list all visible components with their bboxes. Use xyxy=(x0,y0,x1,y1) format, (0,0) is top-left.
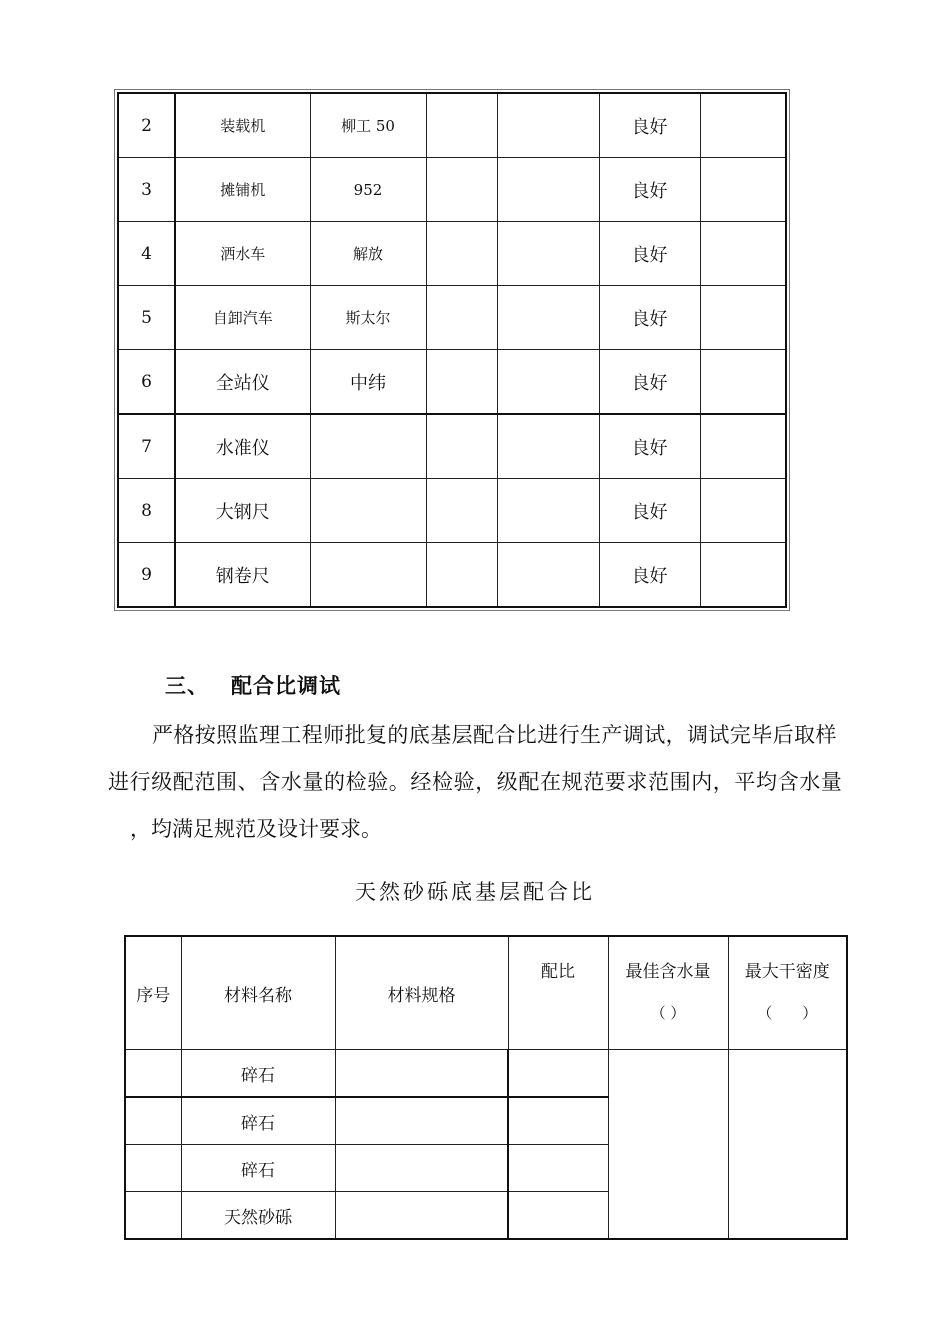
material-name: 碎石 xyxy=(181,1145,335,1192)
empty-cell xyxy=(700,350,786,415)
empty-cell xyxy=(700,286,786,350)
empty-cell xyxy=(700,158,786,222)
equipment-name: 洒水车 xyxy=(175,222,310,286)
equipment-status: 良好 xyxy=(599,222,700,286)
empty-cell xyxy=(335,1097,508,1145)
empty-cell xyxy=(497,222,599,286)
equipment-table xyxy=(117,92,787,608)
mix-ratio-table xyxy=(124,935,848,1240)
row-number: 2 xyxy=(118,93,175,158)
paragraph-line-1: 严格按照监理工程师批复的底基层配合比进行生产调试，调试完毕后取样 xyxy=(152,723,837,747)
empty-cell xyxy=(497,350,599,415)
equipment-model: 中纬 xyxy=(310,350,426,415)
equipment-name: 水准仪 xyxy=(175,414,310,479)
empty-cell xyxy=(426,414,497,479)
equipment-model: 952 xyxy=(310,158,426,222)
table-row xyxy=(118,414,786,479)
empty-cell xyxy=(497,286,599,350)
table-row xyxy=(118,286,786,350)
empty-cell xyxy=(700,479,786,543)
section-number: 三、 xyxy=(165,674,209,698)
empty-cell xyxy=(426,479,497,543)
empty-cell xyxy=(700,93,786,158)
header-no: 序号 xyxy=(125,936,181,1050)
row-number: 8 xyxy=(118,479,175,543)
equipment-status: 良好 xyxy=(599,543,700,608)
equipment-model: 解放 xyxy=(310,222,426,286)
empty-cell xyxy=(426,286,497,350)
max-dry-density-unit: （ ） xyxy=(757,1004,818,1022)
equipment-name: 摊铺机 xyxy=(175,158,310,222)
header-ratio: 配比 xyxy=(508,936,608,1050)
header-material-name: 材料名称 xyxy=(181,936,335,1050)
header-material-spec: 材料规格 xyxy=(335,936,508,1050)
empty-cell xyxy=(497,543,599,608)
header-max-dry-density xyxy=(728,936,847,1050)
material-name: 碎石 xyxy=(181,1050,335,1098)
table-row xyxy=(118,158,786,222)
empty-cell xyxy=(508,1145,608,1192)
equipment-model: 斯太尔 xyxy=(310,286,426,350)
empty-cell xyxy=(426,93,497,158)
max-dry-density-label: 最大干密度 xyxy=(744,962,830,982)
equipment-name: 自卸汽车 xyxy=(175,286,310,350)
empty-cell xyxy=(125,1050,181,1098)
row-number: 7 xyxy=(118,414,175,479)
equipment-status: 良好 xyxy=(599,286,700,350)
table-row xyxy=(118,543,786,608)
empty-cell xyxy=(497,479,599,543)
equipment-status: 良好 xyxy=(599,158,700,222)
equipment-status: 良好 xyxy=(599,350,700,415)
empty-cell xyxy=(497,414,599,479)
empty-cell xyxy=(125,1145,181,1192)
equipment-model xyxy=(310,543,426,608)
optimal-moisture-label: 最佳含水量 xyxy=(625,962,711,982)
empty-cell xyxy=(426,222,497,286)
empty-cell xyxy=(508,1192,608,1240)
table-row xyxy=(118,479,786,543)
table-row xyxy=(118,350,786,415)
equipment-model xyxy=(310,414,426,479)
empty-cell xyxy=(125,1192,181,1240)
empty-cell xyxy=(508,1097,608,1145)
equipment-name: 全站仪 xyxy=(175,350,310,415)
equipment-name: 钢卷尺 xyxy=(175,543,310,608)
empty-cell xyxy=(426,543,497,608)
equipment-status: 良好 xyxy=(599,93,700,158)
row-number: 9 xyxy=(118,543,175,608)
mix-table-title: 天然砂砾底基层配合比 xyxy=(355,880,595,904)
section-title: 配合比调试 xyxy=(231,674,341,698)
paragraph-line-3: ，均满足规范及设计要求。 xyxy=(130,817,382,841)
equipment-status: 良好 xyxy=(599,414,700,479)
empty-cell xyxy=(426,158,497,222)
row-number: 3 xyxy=(118,158,175,222)
row-number: 5 xyxy=(118,286,175,350)
empty-cell xyxy=(125,1097,181,1145)
paragraph-line-2: 进行级配范围、含水量的检验。经检验，级配在规范要求范围内，平均含水量 xyxy=(108,770,843,794)
empty-cell xyxy=(335,1145,508,1192)
empty-cell xyxy=(335,1192,508,1240)
empty-cell xyxy=(508,1050,608,1098)
table-row xyxy=(118,222,786,286)
empty-cell xyxy=(497,158,599,222)
material-name: 碎石 xyxy=(181,1097,335,1145)
table-row xyxy=(125,1050,847,1098)
equipment-status: 良好 xyxy=(599,479,700,543)
empty-cell xyxy=(700,543,786,608)
equipment-name: 装载机 xyxy=(175,93,310,158)
empty-cell xyxy=(426,350,497,415)
empty-cell xyxy=(335,1050,508,1098)
max-dry-density-value xyxy=(728,1050,847,1240)
table-row xyxy=(118,93,786,158)
equipment-model: 柳工 50 xyxy=(310,93,426,158)
table-header-row xyxy=(125,936,847,1050)
material-name: 天然砂砾 xyxy=(181,1192,335,1240)
header-optimal-moisture xyxy=(608,936,728,1050)
empty-cell xyxy=(497,93,599,158)
optimal-moisture-value xyxy=(608,1050,728,1240)
row-number: 6 xyxy=(118,350,175,415)
empty-cell xyxy=(700,222,786,286)
optimal-moisture-unit: （ ） xyxy=(650,1004,686,1022)
row-number: 4 xyxy=(118,222,175,286)
empty-cell xyxy=(700,414,786,479)
section-heading xyxy=(165,670,341,700)
equipment-name: 大钢尺 xyxy=(175,479,310,543)
equipment-model xyxy=(310,479,426,543)
